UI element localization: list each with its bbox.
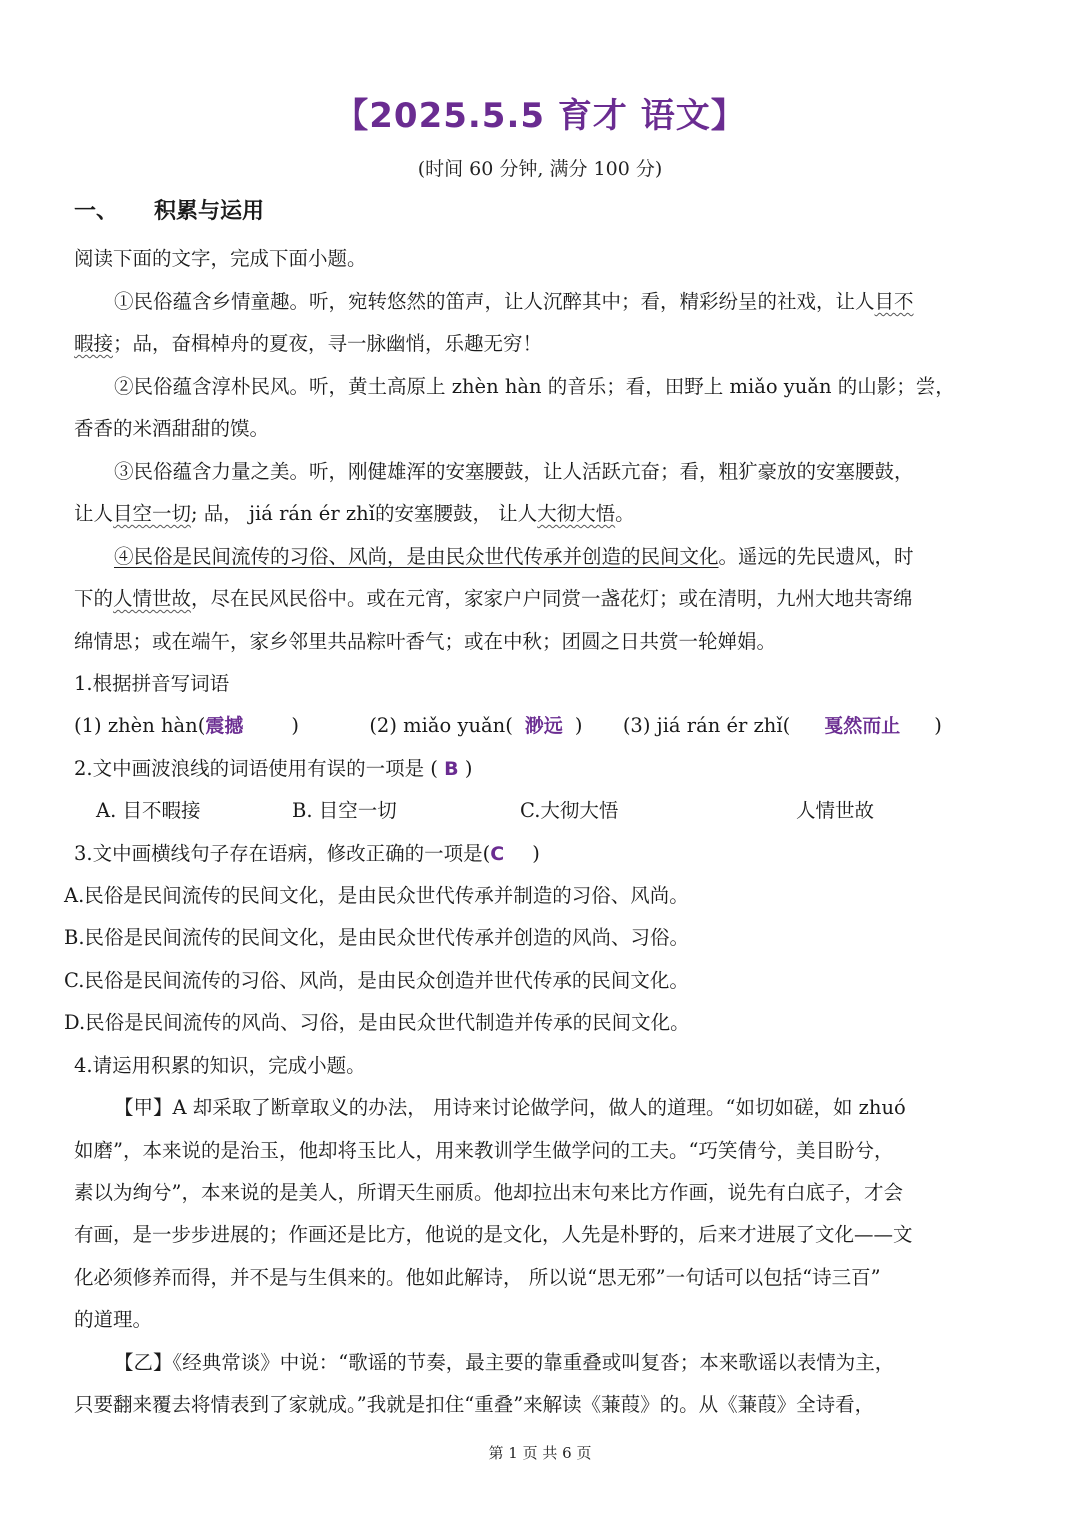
underlined-sentence: ④民俗是民间流传的习俗、风尚，是由民众世代传承并创造的民间文化 bbox=[114, 545, 719, 568]
question-3-option-d: D.民俗是民间流传的风尚、习俗，是由民众世代制造并传承的民间文化。 bbox=[64, 1011, 690, 1034]
question-2-options bbox=[96, 796, 874, 826]
paragraph-1-line-2: 暇接；品，奋楫棹舟的夏夜，寻一脉幽悄，乐趣无穷！ bbox=[74, 332, 543, 355]
wavy-word-1: 目不 bbox=[874, 290, 914, 313]
option-c: C.大彻大悟 bbox=[520, 799, 619, 822]
answer-1-1: 震撼 bbox=[205, 715, 244, 737]
paragraph-4-line-2: 下的人情世故，尽在民风民俗中。或在元宵，家家户户同赏一盏花灯；或在清明，九州大地共寄绵 bbox=[74, 587, 913, 610]
passage-yi-line: 只要翻来覆去将情表到了家就成。”我就是扣住“重叠”来解读《蒹葭》的。从《蒹葭》全诗看， bbox=[74, 1393, 875, 1416]
passage-jia-line: 的道理。 bbox=[74, 1308, 153, 1331]
answer-3: C bbox=[490, 843, 505, 865]
wavy-word-3: 大彻大悟 bbox=[537, 502, 616, 525]
passage-jia-line: 素以为绚兮”，本来说的是美人，所谓天生丽质。他却拉出末句来比方作画，说先有白底子，才会 bbox=[74, 1181, 903, 1204]
paragraph-3-line-2: 让人目空一切; 品， jiá rán ér zhǐ的安塞腰鼓， 让人大彻大悟。 bbox=[74, 502, 635, 525]
answer-2: B bbox=[444, 758, 459, 780]
question-4-stem: 4.请运用积累的知识，完成小题。 bbox=[74, 1054, 366, 1077]
paragraph-2-line-2: 香香的米酒甜甜的馍。 bbox=[74, 417, 270, 440]
wavy-word-2: 目空一切 bbox=[113, 502, 192, 525]
section-number: 一、 bbox=[74, 199, 119, 224]
wavy-word-1-cont: 暇接 bbox=[74, 332, 114, 355]
answer-1-2: 渺远 bbox=[524, 715, 563, 737]
passage-jia-line: 有画，是一步步进展的；作画还是比方，他说的是文化，人先是朴野的，后来才进展了文化——文 bbox=[74, 1223, 913, 1246]
question-1-items: (1) zhèn hàn(震撼 ) (2) miǎo yuǎn( 渺远 ) (3) jiá rán ér zhǐ( 戛然而止 ) bbox=[74, 711, 942, 741]
passage-yi-line: 【乙】《经典常谈》中说：“歌谣的节奏，最主要的靠重叠或叫复沓；本来歌谣以表情为主， bbox=[114, 1351, 895, 1374]
section-heading bbox=[74, 194, 264, 225]
exam-info: (时间 60 分钟, 满分 100 分) bbox=[417, 158, 663, 180]
paragraph-4-line-3: 绵情思；或在端午，家乡邻里共品粽叶香气；或在中秋；团圆之日共赏一轮婵娟。 bbox=[74, 630, 777, 653]
option-b: B. 目空一切 bbox=[292, 799, 397, 822]
option-a: A. 目不暇接 bbox=[96, 799, 201, 822]
question-3-stem: 3.文中画横线句子存在语病，修改正确的一项是(C ) bbox=[74, 839, 540, 869]
question-3-option-b: B.民俗是民间流传的民间文化，是由民众世代传承并创造的风尚、习俗。 bbox=[64, 926, 690, 949]
option-d: 人情世故 bbox=[796, 799, 875, 822]
question-3-option-c: C.民俗是民间流传的习俗、风尚，是由民众创造并世代传承的民间文化。 bbox=[64, 969, 689, 992]
paragraph-3-line-1: ③民俗蕴含力量之美。听，刚健雄浑的安塞腰鼓，让人活跃亢奋；看，粗犷豪放的安塞腰鼓， bbox=[114, 460, 914, 483]
answer-1-3: 戛然而止 bbox=[824, 715, 901, 737]
passage-jia-line: 如磨”，本来说的是治玉，他却将玉比人，用来教训学生做学问的工夫。“巧笑倩兮，美目盼兮， bbox=[74, 1139, 894, 1162]
page-footer: 第 1 页 共 6 页 bbox=[488, 1444, 592, 1462]
question-3-option-a: A.民俗是民间流传的民间文化，是由民众世代传承并制造的习俗、风尚。 bbox=[64, 884, 689, 907]
paragraph-1-line-1: ①民俗蕴含乡情童趣。听，宛转悠然的笛声，让人沉醉其中；看，精彩纷呈的社戏，让人目不 bbox=[114, 290, 914, 313]
question-1-stem: 1.根据拼音写词语 bbox=[74, 672, 230, 695]
question-2-stem: 2.文中画波浪线的词语使用有误的一项是 ( B ) bbox=[74, 757, 473, 780]
paragraph-2-line-1: ②民俗蕴含淳朴民风。听，黄土高原上 zhèn hàn 的音乐；看，田野上 miǎo yuǎn 的山影；尝， bbox=[114, 375, 955, 398]
passage-jia-line: 【甲】A 却采取了断章取义的办法， 用诗来讨论做学问，做人的道理。“如切如磋，如 zhuó bbox=[114, 1096, 906, 1119]
section-title: 积累与运用 bbox=[154, 199, 265, 224]
page-title: 【2025.5.5 育才 语文】 bbox=[334, 96, 746, 136]
instruction: 阅读下面的文字，完成下面小题。 bbox=[74, 247, 367, 270]
wavy-word-4: 人情世故 bbox=[113, 587, 192, 610]
paragraph-4-line-1: ④民俗是民间流传的习俗、风尚，是由民众世代传承并创造的民间文化。遥远的先民遗风，时 bbox=[114, 545, 914, 568]
passage-jia-line: 化必须修养而得，并不是与生俱来的。他如此解诗， 所以说“思无邪”一句话可以包括“诗三百” bbox=[74, 1266, 881, 1289]
